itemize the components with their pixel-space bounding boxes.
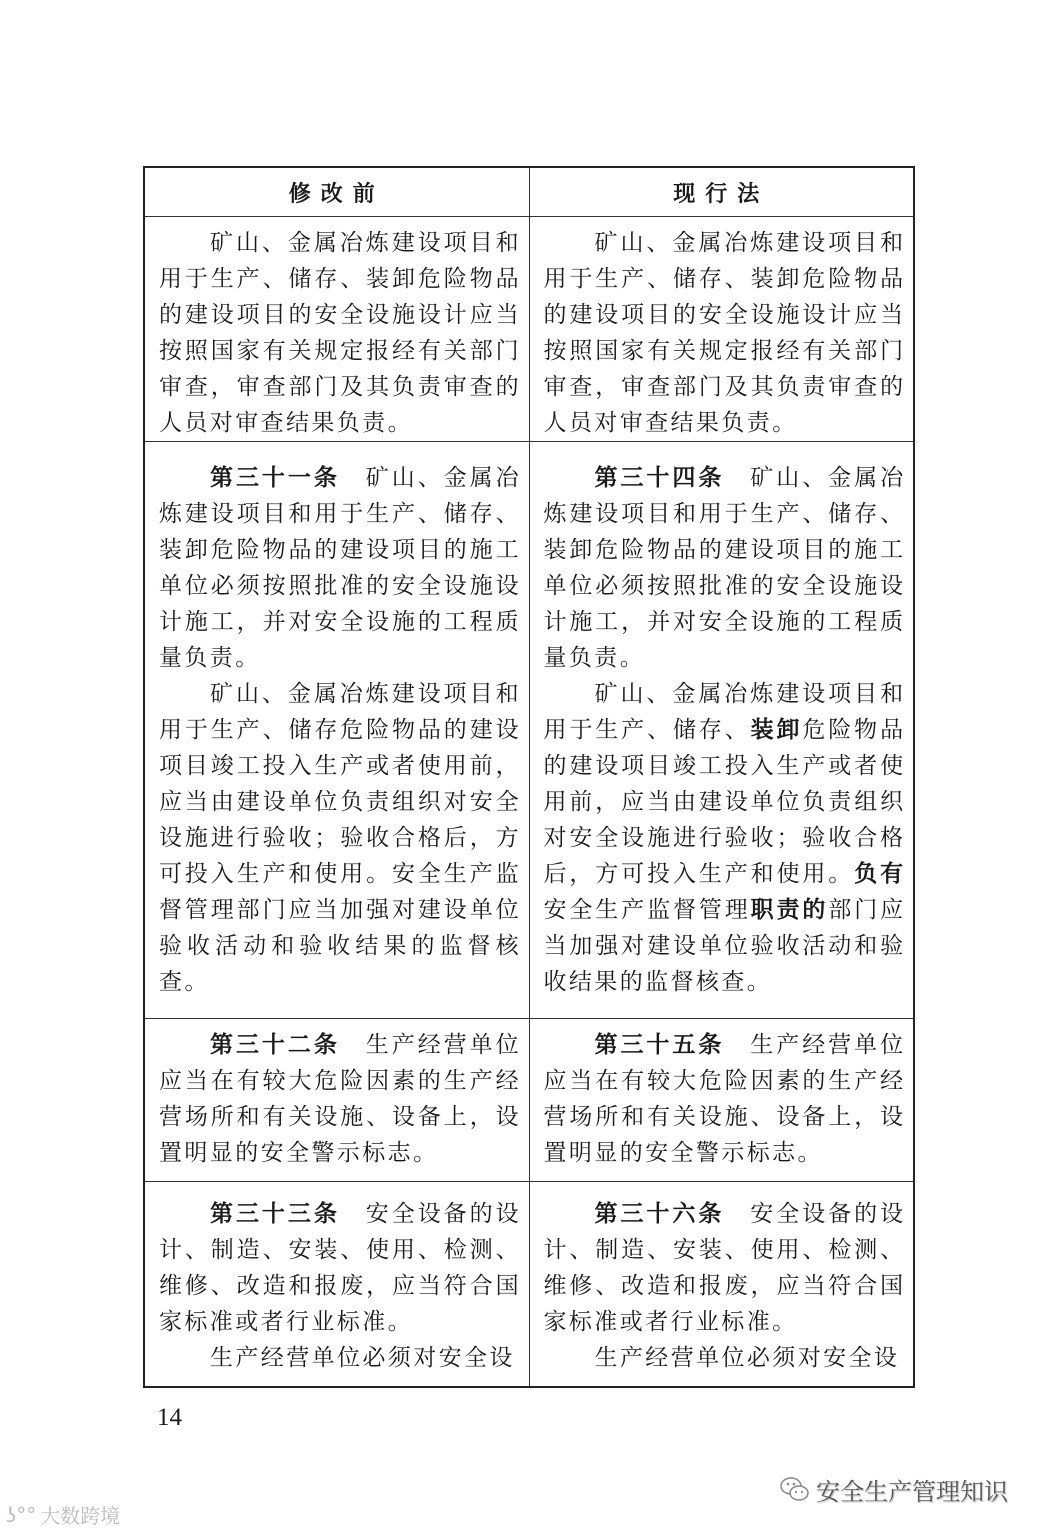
paragraph: [159, 225, 521, 441]
bold-text: 职责的: [750, 897, 829, 923]
text-segment: 危险物品的建设项目竣工投入生产或者使用前，应当由建设单位负责组织对安全设施进行验收；验收合格后，方可投入生产和使用。: [543, 717, 906, 887]
paragraph: [544, 1340, 906, 1376]
bold-text: 第三十三条: [210, 1201, 340, 1227]
header-before-revision: 修改前: [144, 167, 529, 217]
paragraph: [544, 460, 906, 676]
wechat-watermark: [780, 1472, 1008, 1507]
table-row: [144, 1019, 914, 1182]
paragraph: [544, 1196, 906, 1340]
text-segment: 生产经营单位必须对安全设: [594, 1345, 900, 1371]
cell-current-law: [529, 442, 914, 1019]
table-header-row: [144, 167, 914, 217]
paragraph: [159, 1340, 521, 1376]
cell-current-law: [529, 1182, 914, 1387]
text-segment: 安全设备的设计、制造、安装、使用、检测、维修、改造和报废，应当符合国家标准或者行业标准。: [159, 1201, 521, 1335]
comparison-table: [143, 166, 915, 1388]
text-segment: 生产经营单位应当在有较大危险因素的生产经营场所和有关设施、设备上，设置明显的安全警示标志。: [543, 1032, 906, 1166]
bold-text: 第三十六条: [594, 1201, 725, 1227]
cell-current-law: [529, 1019, 914, 1182]
text-segment: 矿山、金属冶炼建设项目和用于生产、储存危险物品的建设项目竣工投入生产或者使用前，应当由建设单位负责组织对安全设施进行验收；验收合格后，方可投入生产和使用。安全生产监督管理部门应当加强对建设单位验收活动和验收结果的监督核查。: [159, 681, 521, 995]
brand-logo-icon: ʖ°°: [6, 1502, 37, 1527]
text-segment: 安全设备的设计、制造、安装、使用、检测、维修、改造和报废，应当符合国家标准或者行业标准。: [543, 1201, 906, 1335]
watermark-left-text: 大数跨境: [40, 1504, 121, 1528]
paragraph: [159, 460, 521, 676]
text-segment: 矿山、金属冶炼建设项目和用于生产、储存、装卸危险物品的建设项目的安全设施设计应当按照国家有关规定报经有关部门审查，审查部门及其负责审查的人员对审查结果负责。: [159, 230, 521, 436]
bold-text: 第三十二条: [210, 1032, 340, 1058]
table-row: [144, 1182, 914, 1387]
paragraph: [544, 225, 906, 441]
bold-text: 第三十四条: [594, 465, 725, 491]
text-segment: 部门应当加强对建设单位验收活动和验收结果的监督核查。: [543, 897, 906, 995]
header-current-law: 现行法: [529, 167, 914, 217]
table-row: [144, 442, 914, 1019]
paragraph: [544, 676, 906, 1000]
paragraph: [159, 676, 521, 1000]
text-segment: 矿山、金属冶炼建设项目和用于生产、储存、: [543, 681, 906, 743]
text-segment: 生产经营单位应当在有较大危险因素的生产经营场所和有关设施、设备上，设置明显的安全警示标志。: [159, 1032, 521, 1166]
text-segment: 安全生产监督管理: [543, 897, 751, 923]
cell-before-revision: [144, 1182, 529, 1387]
page-number: 14: [157, 1404, 182, 1431]
watermark-right-text: 安全生产管理知识: [816, 1478, 1008, 1506]
brand-watermark: [6, 1500, 120, 1529]
bold-text: 负有: [854, 861, 906, 887]
wechat-icon: [780, 1476, 810, 1504]
text-segment: 矿山、金属冶炼建设项目和用于生产、储存、装卸危险物品的建设项目的施工单位必须按照批准的安全设施设计施工，并对安全设施的工程质量负责。: [159, 465, 521, 671]
paragraph: [544, 1027, 906, 1171]
text-segment: 矿山、金属冶炼建设项目和用于生产、储存、装卸危险物品的建设项目的施工单位必须按照批准的安全设施设计施工，并对安全设施的工程质量负责。: [543, 465, 906, 671]
bold-text: 装卸: [750, 717, 803, 743]
cell-before-revision: [144, 1019, 529, 1182]
cell-before-revision: [144, 217, 529, 442]
text-segment: 生产经营单位必须对安全设: [210, 1345, 515, 1371]
text-segment: 矿山、金属冶炼建设项目和用于生产、储存、装卸危险物品的建设项目的安全设施设计应当按照国家有关规定报经有关部门审查，审查部门及其负责审查的人员对审查结果负责。: [543, 230, 906, 436]
paragraph: [159, 1196, 521, 1340]
paragraph: [159, 1027, 521, 1171]
table-row: [144, 217, 914, 442]
bold-text: 第三十一条: [210, 465, 340, 491]
cell-before-revision: [144, 442, 529, 1019]
cell-current-law: [529, 217, 914, 442]
bold-text: 第三十五条: [594, 1032, 725, 1058]
